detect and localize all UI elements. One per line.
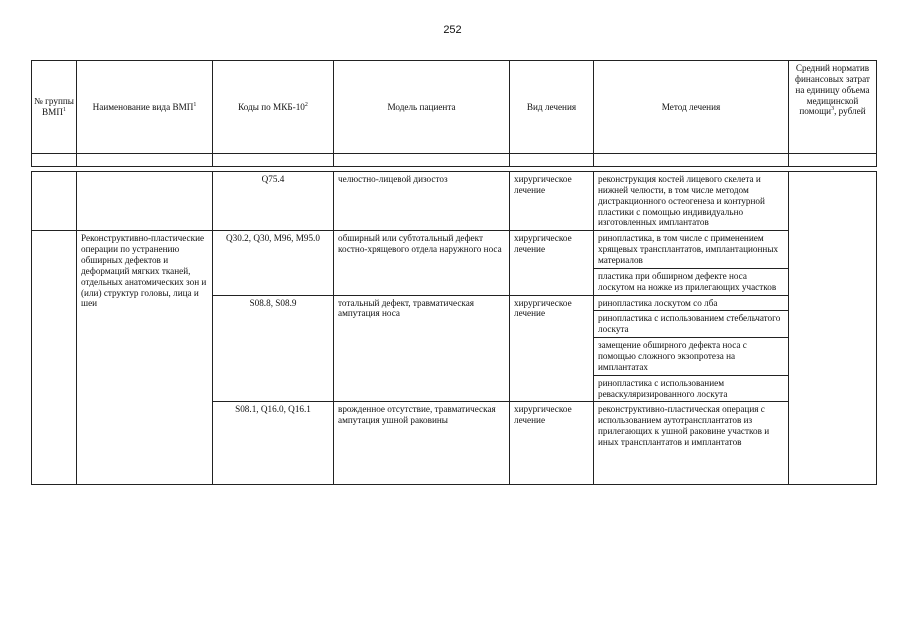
group-cell — [32, 231, 77, 485]
header-cost-standard: Средний норматив финансовых затрат на единицу объема медицинской помощи$^3$, рублей — [789, 61, 877, 154]
table-header-row — [32, 61, 877, 154]
model-cell: челюстно-лицевой дизостоз — [334, 172, 510, 231]
page-number: 252 — [443, 24, 462, 36]
method-cell: реконструкция костей лицевого скелета и нижней челюсти, в том числе методом дистракционного остеогенеза и контурной пластики с помощью индивидуально изготовленных имплантатов — [594, 172, 789, 231]
method-cell: ринопластика, в том числе с применением хрящевых трансплантатов, имплантационных материалов — [594, 231, 789, 269]
vmp-name-cell: Реконструктивно-пластические операции по устранению обширных дефектов и деформаций мягких тканей, отдельных анатомических зон и (или) структур головы, лица и шеи — [77, 231, 213, 485]
method-cell: ринопластика с использованием стебельчатого лоскута — [594, 311, 789, 338]
type-cell: хирургическое лечение — [510, 402, 594, 485]
vmp-name-cell — [77, 172, 213, 231]
type-cell: хирургическое лечение — [510, 172, 594, 231]
group-cell — [32, 172, 77, 231]
method-cell: реконструктивно-пластическая операция с использованием аутотрансплантатов из прилегающих к ушной раковине участков и иных трансплантатов и имплантатов — [594, 402, 789, 485]
method-cell: пластика при обширном дефекте носа лоскутом на ножке из прилегающих участков — [594, 268, 789, 295]
header-patient-model: Модель пациента — [334, 61, 510, 154]
method-cell: ринопластика с использованием реваскуляризированного лоскута — [594, 375, 789, 402]
table-row — [32, 172, 877, 231]
header-icd-codes: Коды по МКБ-$10^2$ — [213, 61, 334, 154]
type-cell: хирургическое лечение — [510, 231, 594, 295]
codes-cell: Q75.4 — [213, 172, 334, 231]
header-group-number: № группы ВМП$^1$ — [32, 61, 77, 154]
header-treatment-type: Вид лечения — [510, 61, 594, 154]
model-cell: врожденное отсутствие, травматическая ампутация ушной раковины — [334, 402, 510, 485]
method-cell: ринопластика лоскутом со лба — [594, 295, 789, 311]
codes-cell: S08.1, Q16.0, Q16.1 — [213, 402, 334, 485]
table-spacer-row — [32, 154, 877, 167]
header-treatment-method: Метод лечения — [594, 61, 789, 154]
cost-cell — [789, 172, 877, 485]
header-vmp-name: Наименование вида ВМП$^1$ — [77, 61, 213, 154]
vmp-table — [31, 60, 877, 485]
method-cell: замещение обширного дефекта носа с помощью сложного экзопротеза на имплантатах — [594, 338, 789, 376]
codes-cell: S08.8, S08.9 — [213, 295, 334, 402]
table-row — [32, 231, 877, 269]
model-cell: обширный или субтотальный дефект костно-хрящевого отдела наружного носа — [334, 231, 510, 295]
model-cell: тотальный дефект, травматическая ампутация носа — [334, 295, 510, 402]
type-cell: хирургическое лечение — [510, 295, 594, 402]
codes-cell: Q30.2, Q30, M96, M95.0 — [213, 231, 334, 295]
